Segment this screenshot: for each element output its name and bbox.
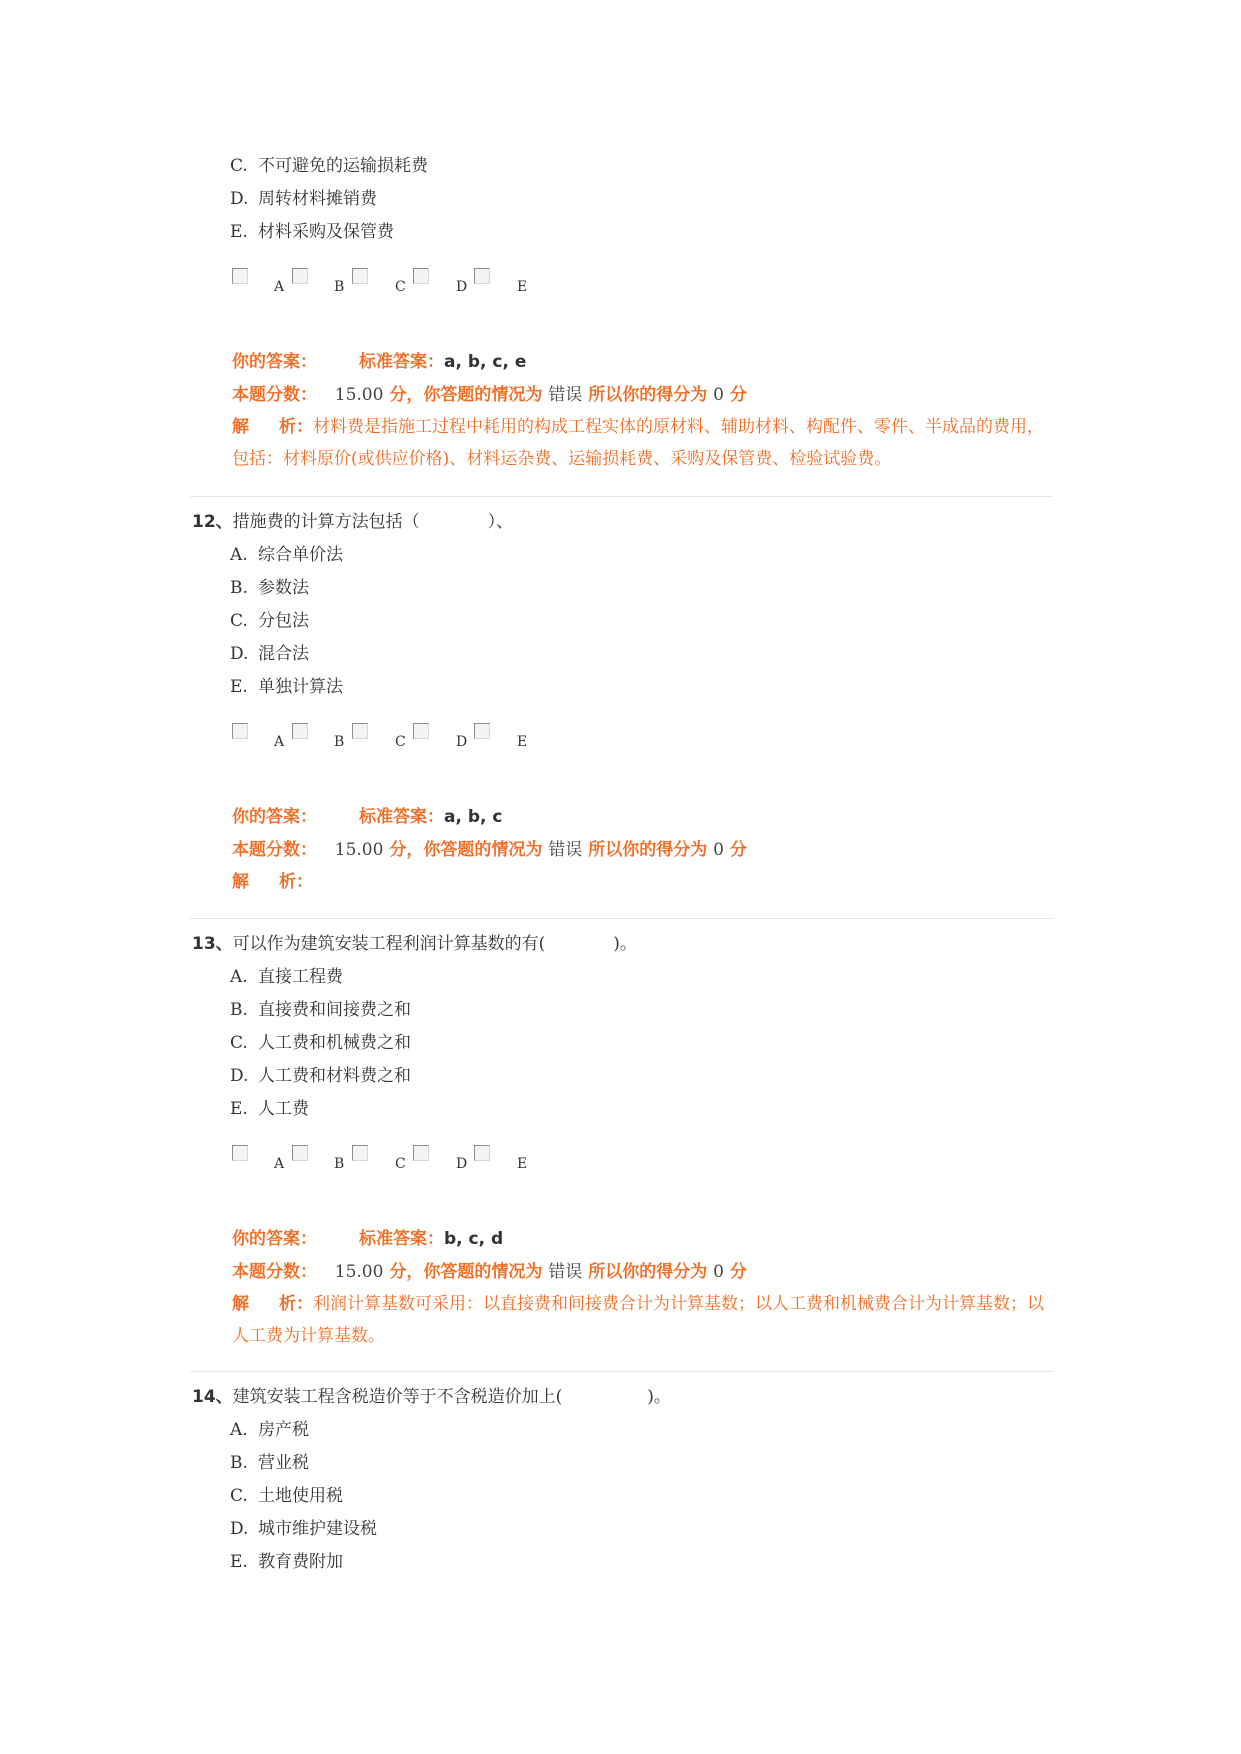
question-divider — [190, 918, 1052, 919]
q11-option-d: D. 周转材料摊销费 — [230, 189, 377, 209]
q12-checkbox-d[interactable] — [413, 723, 429, 739]
checkbox-label-a: A — [274, 1156, 285, 1172]
q13-option-e: E. 人工费 — [230, 1099, 309, 1119]
checkbox-label-e: E — [517, 279, 528, 295]
checkbox-label-d: D — [456, 279, 468, 295]
q13-option-c: C. 人工费和机械费之和 — [230, 1033, 411, 1053]
q12-checkbox-c[interactable] — [352, 723, 368, 739]
q11-answer-line: 你的答案： 标准答案：a, b, c, e — [232, 352, 527, 372]
checkbox-label-a: A — [274, 734, 285, 750]
q13-answer-line: 你的答案： 标准答案：b, c, d — [232, 1229, 504, 1249]
q14-title: 14、建筑安装工程含税造价等于不含税造价加上( )。 — [192, 1387, 671, 1407]
q13-checkbox-b[interactable] — [292, 1145, 308, 1161]
q13-option-b: B. 直接费和间接费之和 — [230, 1000, 411, 1020]
q13-checkbox-d[interactable] — [413, 1145, 429, 1161]
checkbox-label-c: C — [395, 279, 406, 295]
q13-score-line: 本题分数： 15.00 分，你答题的情况为 错误 所以你的得分为 0 分 — [232, 1262, 747, 1282]
checkbox-label-b: B — [334, 279, 345, 295]
q12-option-a: A. 综合单价法 — [230, 545, 343, 565]
q14-option-b: B. 营业税 — [230, 1453, 309, 1473]
q12-option-d: D. 混合法 — [230, 644, 309, 664]
q13-status: 错误 — [548, 1262, 583, 1282]
question-divider — [190, 496, 1052, 497]
q12-analysis: 解 析： — [232, 872, 313, 892]
q12-checkbox-b[interactable] — [292, 723, 308, 739]
q12-option-c: C. 分包法 — [230, 611, 309, 631]
q12-checkbox-e[interactable] — [474, 723, 490, 739]
q13-option-d: D. 人工费和材料费之和 — [230, 1066, 411, 1086]
q11-option-c: C. 不可避免的运输损耗费 — [230, 156, 428, 176]
checkbox-label-b: B — [334, 1156, 345, 1172]
q12-status: 错误 — [548, 840, 583, 860]
q11-option-e: E. 材料采购及保管费 — [230, 222, 394, 242]
q12-score-line: 本题分数： 15.00 分，你答题的情况为 错误 所以你的得分为 0 分 — [232, 840, 747, 860]
q11-score-line: 本题分数： 15.00 分，你答题的情况为 错误 所以你的得分为 0 分 — [232, 385, 747, 405]
q11-checkbox-d[interactable] — [413, 268, 429, 284]
q11-checkbox-a[interactable] — [232, 268, 248, 284]
q13-analysis: 解 析：利润计算基数可采用：以直接费和间接费合计为计算基数；以人工费和机械费合计为计算基数；以人工费为计算基数。 — [232, 1294, 1044, 1346]
q14-option-d: D. 城市维护建设税 — [230, 1519, 377, 1539]
q12-answer-line: 你的答案： 标准答案：a, b, c — [232, 807, 503, 827]
q11-standard-answer: a, b, c, e — [444, 352, 527, 372]
checkbox-label-c: C — [395, 734, 406, 750]
q12-answer-checkboxes — [232, 723, 552, 749]
checkbox-label-d: D — [456, 734, 468, 750]
q13-checkbox-e[interactable] — [474, 1145, 490, 1161]
q11-checkbox-e[interactable] — [474, 268, 490, 284]
checkbox-label-a: A — [274, 279, 285, 295]
q12-title: 12、措施费的计算方法包括（ ）、 — [192, 512, 514, 532]
q12-option-b: B. 参数法 — [230, 578, 309, 598]
q14-option-e: E. 教育费附加 — [230, 1552, 343, 1572]
q14-option-a: A. 房产税 — [230, 1420, 309, 1440]
q12-option-e: E. 单独计算法 — [230, 677, 343, 697]
q11-status: 错误 — [548, 385, 583, 405]
q12-standard-answer: a, b, c — [444, 807, 503, 827]
question-divider — [190, 1371, 1052, 1372]
q11-checkbox-b[interactable] — [292, 268, 308, 284]
q11-analysis: 解 析：材料费是指施工过程中耗用的构成工程实体的原材料、辅助材料、构配件、零件、半成品的费用，包括：材料原价(或供应价格)、材料运杂费、运输损耗费、采购及保管费、检验试验费。 — [232, 417, 1044, 469]
q13-title: 13、可以作为建筑安装工程利润计算基数的有( )。 — [192, 934, 637, 954]
q12-checkbox-a[interactable] — [232, 723, 248, 739]
q13-option-a: A. 直接工程费 — [230, 967, 343, 987]
q13-checkbox-a[interactable] — [232, 1145, 248, 1161]
q14-option-c: C. 土地使用税 — [230, 1486, 343, 1506]
checkbox-label-b: B — [334, 734, 345, 750]
q13-answer-checkboxes — [232, 1145, 552, 1171]
checkbox-label-c: C — [395, 1156, 406, 1172]
q11-answer-checkboxes — [232, 268, 552, 294]
q13-standard-answer: b, c, d — [444, 1229, 504, 1249]
q11-checkbox-c[interactable] — [352, 268, 368, 284]
q13-checkbox-c[interactable] — [352, 1145, 368, 1161]
checkbox-label-e: E — [517, 734, 528, 750]
checkbox-label-e: E — [517, 1156, 528, 1172]
checkbox-label-d: D — [456, 1156, 468, 1172]
